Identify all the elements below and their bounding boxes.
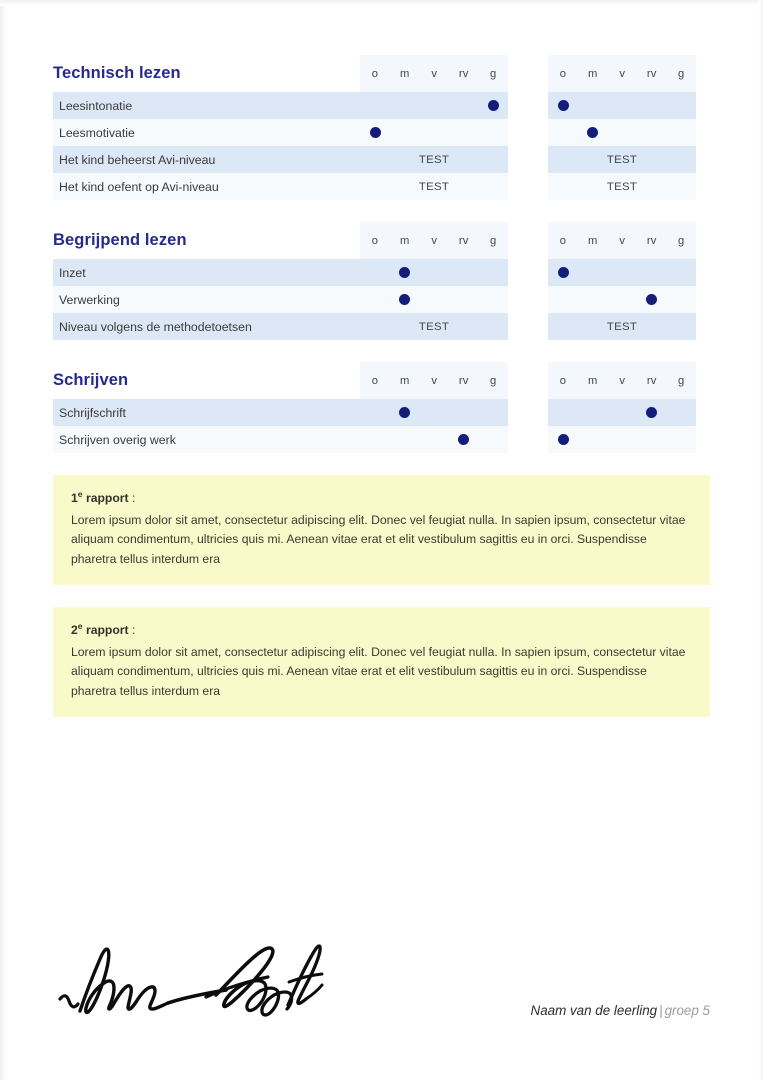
section-title-cell [53,55,360,92]
rating-period-2 [548,259,696,286]
table-row [53,173,710,200]
scale-column-header-v: v [619,234,626,247]
student-name-footer [531,1003,710,1018]
period-gap [508,362,548,399]
rating-period-1 [360,426,508,453]
rating-cell-m[interactable] [578,92,608,119]
section-header-row [53,55,710,92]
period-gap [508,55,548,92]
row-label: Niveau volgens de methodetoetsen [53,313,360,340]
section-title-cell [53,222,360,259]
rating-cell-g[interactable] [479,92,509,119]
report-body: Lorem ipsum dolor sit amet, consectetur adipiscing elit. Donec vel feugiat nulla. In sapien ipsum, consectetur vitae aliquam condimentum, ultricies quis mi. Aenean vitae erat et elit vestibulum sagittis eu in orci. Suspendisse pharetra tellus interdum era [71,513,686,566]
scale-header-period-1 [360,362,508,399]
rating-cell-rv[interactable] [449,92,479,119]
footer-separator: | [659,1003,663,1018]
report-number: 2 [71,623,78,638]
rating-cell-m[interactable] [578,399,608,426]
report-body: Lorem ipsum dolor sit amet, consectetur adipiscing elit. Donec vel feugiat nulla. In sapien ipsum, consectetur vitae aliquam condimentum, ultricies quis mi. Aenean vitae erat et elit vestibulum sagittis eu in orci. Suspendisse pharetra tellus interdum era [71,645,686,698]
rating-dot [458,434,469,445]
rating-cell-o[interactable] [360,426,390,453]
scale-column-header-o: o [371,374,379,387]
rating-cell-v[interactable] [420,259,450,286]
row-value-text-period-2: TEST [548,313,696,340]
scale-column-header-o: o [559,67,567,80]
report-box-1 [53,475,710,585]
section-header-row [53,362,710,399]
period-gap [508,119,548,146]
rating-dot [399,407,410,418]
rating-cell-o[interactable] [548,399,578,426]
scale-header-period-1 [360,55,508,92]
rating-period-1 [360,92,508,119]
scale-column-header-rv: rv [458,374,469,387]
scale-column-header-o: o [371,67,379,80]
report-ordinal-suffix: e [77,620,83,631]
rating-period-1 [360,119,508,146]
rating-cell-v[interactable] [608,259,638,286]
rating-dot [399,267,410,278]
row-label: Het kind oefent op Avi-niveau [53,173,360,200]
rating-cell-g[interactable] [667,259,697,286]
rating-period-2 [548,92,696,119]
section-technisch-lezen [53,55,710,200]
rating-cell-o[interactable] [360,399,390,426]
rating-cell-m[interactable] [390,286,420,313]
rating-cell-g[interactable] [667,399,697,426]
page-edge-shadow-left [0,0,7,1080]
rating-cell-o[interactable] [360,259,390,286]
rating-cell-rv[interactable] [449,426,479,453]
scale-header-period-2 [548,362,696,399]
rating-cell-m[interactable] [578,426,608,453]
scale-column-header-g: g [678,374,685,387]
scale-column-header-v: v [619,67,626,80]
rating-cell-v[interactable] [608,286,638,313]
scale-column-header-m: m [399,234,410,247]
rating-cell-o[interactable] [548,286,578,313]
rating-dot [646,407,657,418]
rating-dot [488,100,499,111]
report-title-colon: : [132,623,136,638]
page-edge-shadow-top [0,0,763,6]
period-gap [508,259,548,286]
rating-cell-rv[interactable] [637,92,667,119]
scale-column-header-m: m [587,67,598,80]
rating-dot [587,127,598,138]
rating-cell-m[interactable] [390,259,420,286]
section-title: Technisch lezen [53,64,181,83]
period-gap [508,173,548,200]
rating-cell-g[interactable] [667,286,697,313]
scale-column-header-v: v [431,374,438,387]
rating-cell-rv[interactable] [449,119,479,146]
report-title-word: rapport [85,623,129,638]
row-label: Leesintonatie [53,92,360,119]
rating-cell-g[interactable] [479,399,509,426]
scale-column-header-g: g [490,67,497,80]
table-row [53,399,710,426]
rating-cell-g[interactable] [667,92,697,119]
rating-cell-v[interactable] [608,426,638,453]
row-label: Schrijfschrift [53,399,360,426]
rating-cell-m[interactable] [390,426,420,453]
rating-period-2 [548,399,696,426]
report-content [53,55,710,739]
page-edge-shadow-right [758,0,763,1080]
rating-cell-o[interactable] [360,119,390,146]
scale-column-header-v: v [619,374,626,387]
scale-column-header-m: m [399,374,410,387]
rating-period-1 [360,259,508,286]
rating-cell-o[interactable] [548,119,578,146]
rating-cell-m[interactable] [390,92,420,119]
rating-cell-m[interactable] [578,286,608,313]
report-comment-boxes [53,475,710,717]
page-footer [0,925,763,1045]
rating-dot [558,434,569,445]
rating-cell-g[interactable] [479,259,509,286]
report-ordinal-suffix: e [77,489,83,499]
scale-column-header-v: v [431,234,438,247]
rating-cell-o[interactable] [548,92,578,119]
period-gap [508,426,548,453]
table-row [53,119,710,146]
row-value-text-period-1: TEST [360,146,508,173]
row-label: Het kind beheerst Avi-niveau [53,146,360,173]
rating-cell-g[interactable] [479,426,509,453]
rating-cell-rv[interactable] [637,286,667,313]
rating-dot [370,127,381,138]
rating-cell-v[interactable] [420,119,450,146]
table-row [53,426,710,453]
section-schrijven [53,362,710,453]
scale-header-period-1 [360,222,508,259]
period-gap [508,146,548,173]
scale-header-period-2 [548,222,696,259]
rating-cell-g[interactable] [667,426,697,453]
period-gap [508,286,548,313]
report-title-word: rapport [85,491,129,506]
table-row [53,146,710,173]
scale-column-header-g: g [678,234,685,247]
rating-period-1 [360,399,508,426]
period-gap [508,222,548,259]
scale-column-header-g: g [490,374,497,387]
section-title: Schrijven [53,371,129,390]
student-group: groep 5 [664,1003,710,1018]
rating-cell-o[interactable] [548,259,578,286]
scale-column-header-o: o [371,234,379,247]
row-value-text-period-2: TEST [548,173,696,200]
rating-cell-v[interactable] [608,399,638,426]
rating-cell-g[interactable] [479,286,509,313]
row-value-text-period-1: TEST [360,173,508,200]
rating-cell-o[interactable] [360,92,390,119]
scale-header-period-2 [548,55,696,92]
period-gap [508,399,548,426]
report-title [71,621,690,637]
row-value-text-period-2: TEST [548,146,696,173]
table-row [53,313,710,340]
rating-period-1 [360,286,508,313]
row-label: Leesmotivatie [53,119,360,146]
report-number: 1 [71,491,78,506]
rating-cell-rv[interactable] [449,259,479,286]
rating-cell-v[interactable] [420,399,450,426]
rating-cell-g[interactable] [479,119,509,146]
scale-column-header-rv: rv [646,374,657,387]
rating-dot [646,294,657,305]
scale-column-header-rv: rv [458,234,469,247]
rating-cell-v[interactable] [420,286,450,313]
rating-cell-rv[interactable] [637,259,667,286]
rating-cell-o[interactable] [548,426,578,453]
rating-cell-rv[interactable] [637,399,667,426]
rating-dot [558,267,569,278]
rating-cell-m[interactable] [578,119,608,146]
teacher-signature [56,933,331,1018]
rating-cell-m[interactable] [390,119,420,146]
row-label: Verwerking [53,286,360,313]
section-title: Begrijpend lezen [53,231,187,250]
rating-cell-m[interactable] [390,399,420,426]
section-title-cell [53,362,360,399]
rating-period-2 [548,286,696,313]
table-row [53,259,710,286]
scale-column-header-g: g [678,67,685,80]
scale-column-header-v: v [431,67,438,80]
rating-cell-v[interactable] [608,119,638,146]
rating-cell-v[interactable] [608,92,638,119]
scale-column-header-o: o [559,374,567,387]
section-begrijpend-lezen [53,222,710,340]
scale-column-header-m: m [399,67,410,80]
scale-column-header-rv: rv [646,67,657,80]
row-label: Schrijven overig werk [53,426,360,453]
rating-cell-g[interactable] [667,119,697,146]
rating-cell-rv[interactable] [449,286,479,313]
report-box-2 [53,607,710,717]
rating-cell-rv[interactable] [449,399,479,426]
report-title [71,489,690,505]
rating-cell-o[interactable] [360,286,390,313]
section-header-row [53,222,710,259]
period-gap [508,92,548,119]
rating-cell-v[interactable] [420,426,450,453]
rating-period-2 [548,119,696,146]
row-value-text-period-1: TEST [360,313,508,340]
scale-column-header-m: m [587,234,598,247]
rating-dot [399,294,410,305]
row-label: Inzet [53,259,360,286]
rating-cell-m[interactable] [578,259,608,286]
period-gap [508,313,548,340]
scale-column-header-rv: rv [646,234,657,247]
scale-column-header-m: m [587,374,598,387]
rating-cell-rv[interactable] [637,119,667,146]
assessment-sections [53,55,710,453]
table-row [53,92,710,119]
rating-period-2 [548,426,696,453]
table-row [53,286,710,313]
rating-cell-rv[interactable] [637,426,667,453]
scale-column-header-g: g [490,234,497,247]
rating-dot [558,100,569,111]
report-title-colon: : [132,491,136,506]
student-name: Naam van de leerling [530,1003,658,1018]
rating-cell-v[interactable] [420,92,450,119]
scale-column-header-o: o [559,234,567,247]
scale-column-header-rv: rv [458,67,469,80]
